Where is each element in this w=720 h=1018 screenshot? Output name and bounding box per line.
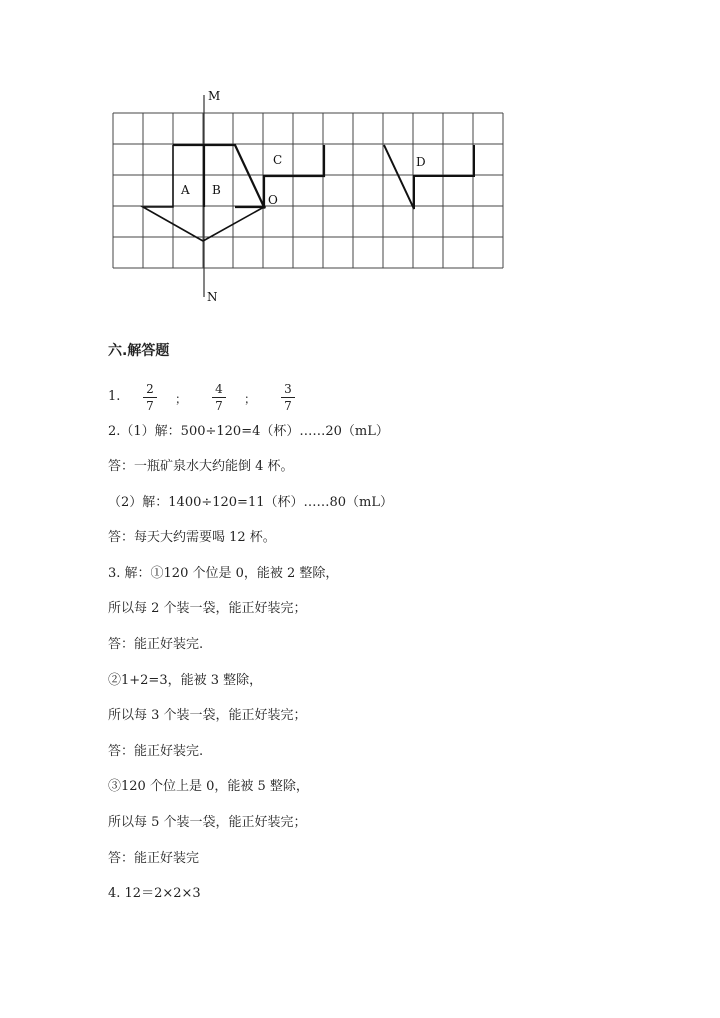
label-n: N	[207, 290, 218, 304]
answer-line: 答：每天大约需要喝 12 杯。	[108, 530, 276, 545]
answer-line: 所以每 3 个装一袋，能正好装完；	[108, 708, 307, 723]
answer-line: 答：能正好装完.	[108, 637, 204, 652]
label-d: D	[416, 155, 426, 169]
separator-1: ；	[175, 392, 188, 406]
answer-line: 2.（1）解：500÷120=4（杯）……20（mL）	[108, 424, 389, 439]
answer-line: 答：能正好装完	[108, 851, 200, 866]
label-o: O	[268, 193, 278, 207]
fraction-2	[212, 382, 226, 413]
answer-line: 3. 解：①120 个位是 0，能被 2 整除，	[108, 566, 339, 581]
label-c: C	[273, 153, 283, 167]
answer-line: 答：能正好装完.	[108, 744, 204, 759]
answer-line: 答：一瓶矿泉水大约能倒 4 杯。	[108, 459, 294, 474]
answer-line: （2）解：1400÷120=11（杯）……80（mL）	[108, 495, 393, 510]
point-o	[262, 205, 266, 209]
grid-diagram	[105, 85, 515, 310]
shape-a	[173, 145, 204, 207]
label-b: B	[212, 183, 221, 197]
fraction-1-numerator: 2	[146, 382, 154, 396]
answer-line: ③120 个位上是 0，能被 5 整除，	[108, 779, 309, 794]
section-title: 六.解答题	[108, 343, 170, 359]
answer-line: ②1+2=3，能被 3 整除，	[108, 673, 263, 688]
label-a: A	[181, 183, 190, 197]
shape-b	[204, 145, 264, 207]
fraction-1-denominator: 7	[146, 399, 154, 413]
fraction-1	[143, 382, 157, 413]
fraction-2-numerator: 4	[215, 382, 223, 396]
label-m: M	[208, 89, 221, 103]
fraction-2-denominator: 7	[215, 399, 223, 413]
fraction-3-numerator: 3	[284, 382, 292, 396]
shape-d	[384, 145, 474, 209]
fraction-3-denominator: 7	[284, 399, 292, 413]
grid-figure	[105, 85, 515, 310]
answer-line: 所以每 5 个装一袋，能正好装完；	[108, 815, 307, 830]
fraction-3	[281, 382, 295, 413]
answer-line: 所以每 2 个装一袋，能正好装完；	[108, 601, 307, 616]
q1-number: 1.	[108, 389, 121, 404]
answer-line: 4. 12＝2×2×3	[108, 886, 201, 901]
separator-2: ；	[244, 392, 257, 406]
